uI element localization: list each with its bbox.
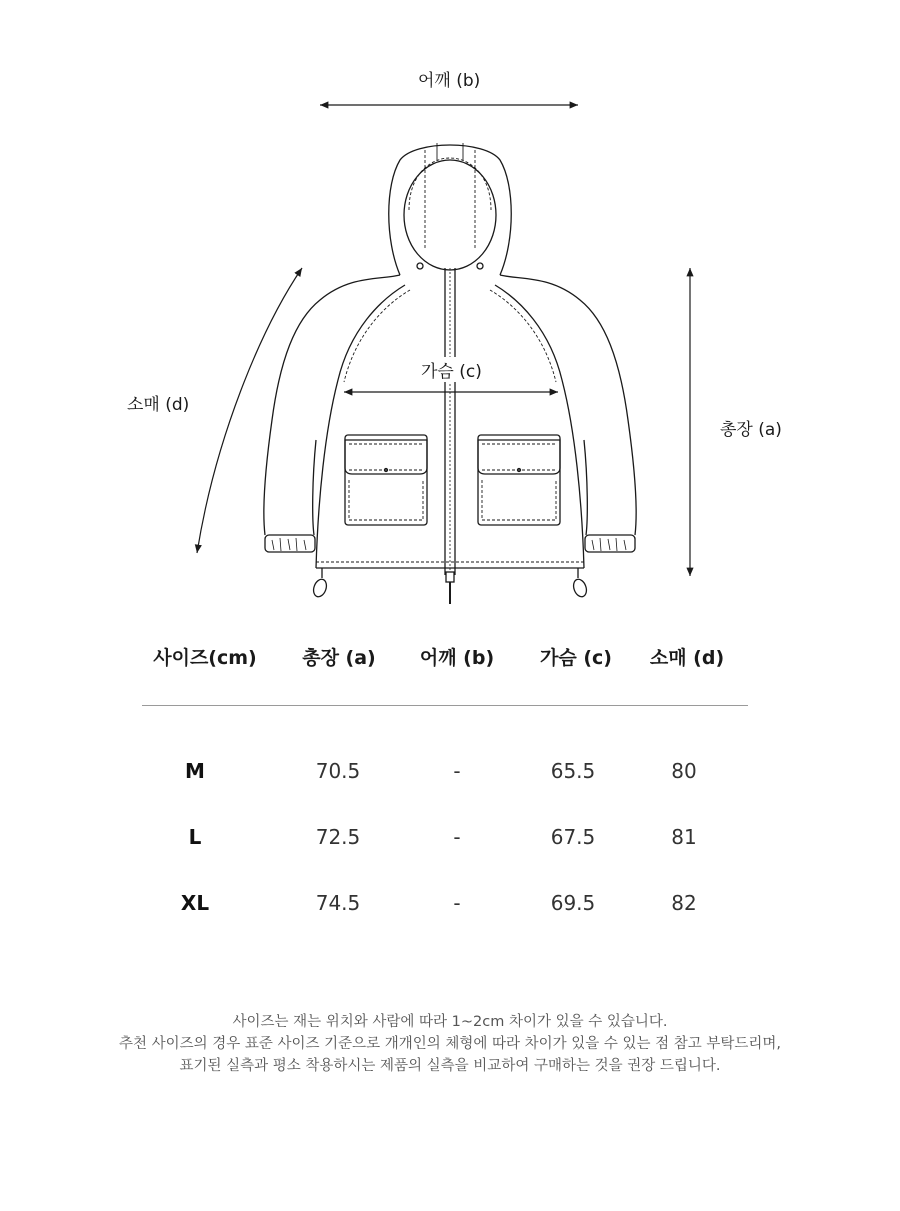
cell-size: M xyxy=(185,759,205,783)
table-row xyxy=(0,825,900,855)
cell-size: XL xyxy=(180,891,210,915)
cell-chest: 67.5 xyxy=(550,825,596,849)
cell-sleeve: 81 xyxy=(671,825,697,849)
shoulder-label: 어깨 (b) xyxy=(418,71,481,91)
note-line: 표기된 실측과 평소 착용하시는 제품의 실측을 비교하여 구매하는 것을 권장 드립니다. xyxy=(179,1058,721,1074)
sleeve-label: 소매 (d) xyxy=(127,395,190,415)
cell-sleeve: 80 xyxy=(671,759,697,783)
length-label: 총장 (a) xyxy=(720,420,782,440)
cell-chest: 65.5 xyxy=(550,759,596,783)
table-row xyxy=(0,759,900,789)
header-size: 사이즈(cm) xyxy=(153,647,257,669)
cell-shoulder: - xyxy=(453,891,461,915)
table-row xyxy=(0,891,900,921)
header-shoulder: 어깨 (b) xyxy=(419,647,495,669)
note-line: 추천 사이즈의 경우 표준 사이즈 기준으로 개개인의 체형에 따라 차이가 있을 수 있는 점 참고 부탁드리며, xyxy=(118,1036,782,1052)
cell-length: 72.5 xyxy=(315,825,361,849)
table-divider xyxy=(142,705,748,706)
header-chest: 가슴 (c) xyxy=(540,647,612,669)
cell-shoulder: - xyxy=(453,759,461,783)
cell-shoulder: - xyxy=(453,825,461,849)
cell-sleeve: 82 xyxy=(671,891,697,915)
cell-length: 70.5 xyxy=(315,759,361,783)
sleeve-arrow xyxy=(197,268,302,553)
chest-label: 가슴 (c) xyxy=(419,357,484,382)
note-line: 사이즈는 재는 위치와 사람에 따라 1~2cm 차이가 있을 수 있습니다. xyxy=(232,1014,668,1030)
cell-size: L xyxy=(188,825,202,849)
cell-chest: 69.5 xyxy=(550,891,596,915)
cell-length: 74.5 xyxy=(315,891,361,915)
header-length: 총장 (a) xyxy=(302,647,376,669)
header-sleeve: 소매 (d) xyxy=(649,647,725,669)
